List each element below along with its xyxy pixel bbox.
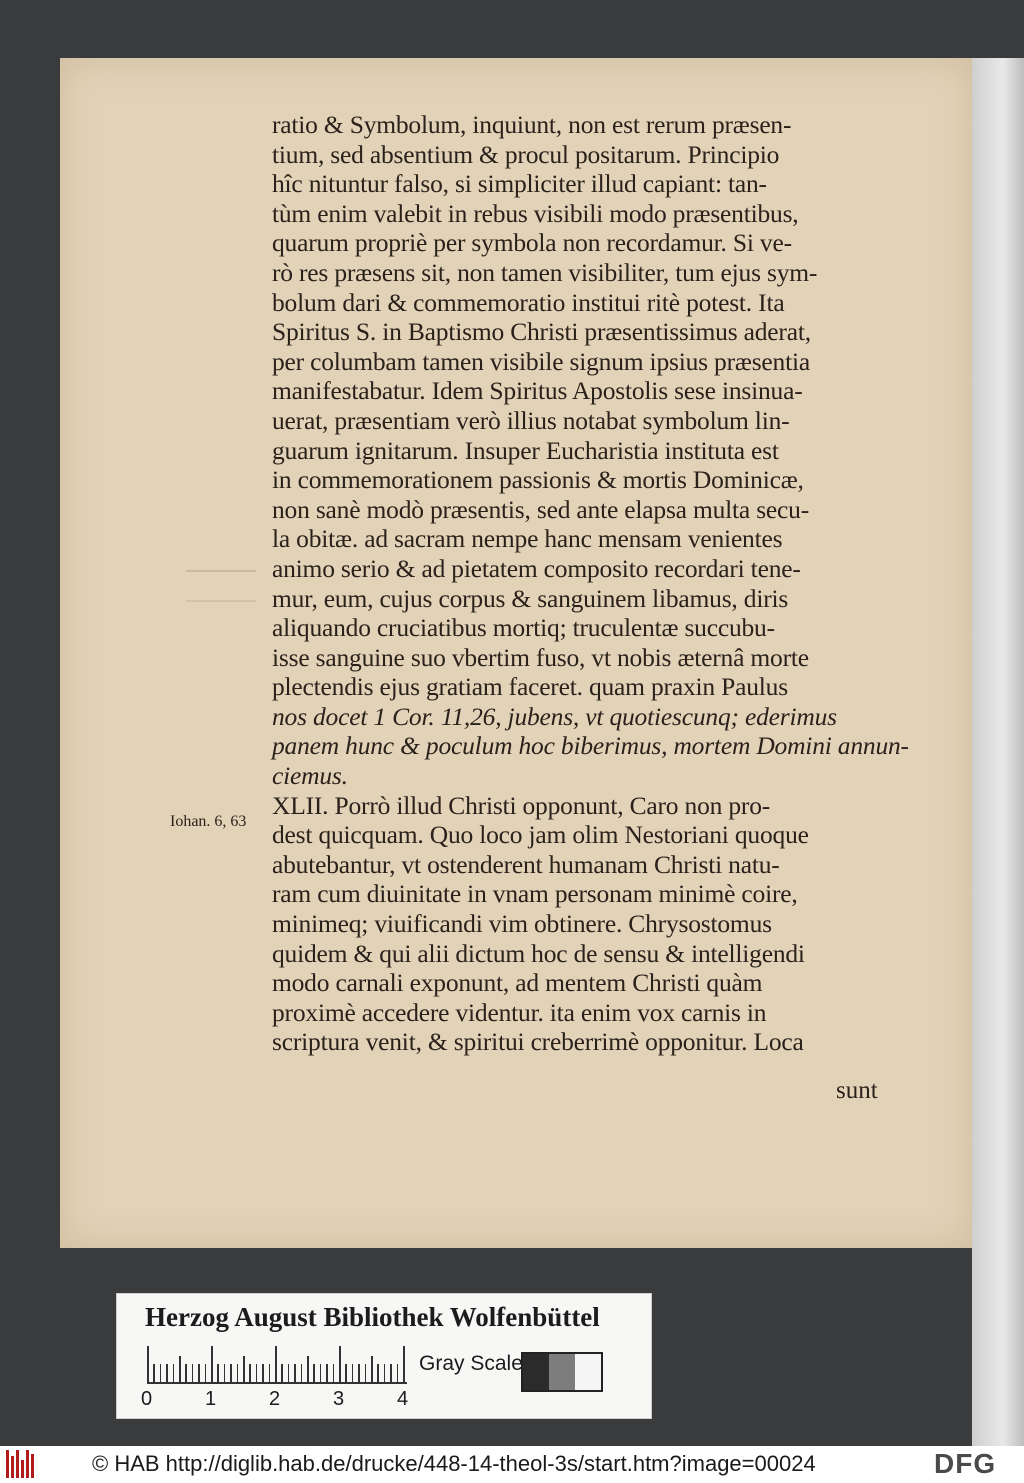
- ruler-tick: [217, 1364, 219, 1382]
- dfg-logo: DFG: [934, 1448, 997, 1479]
- footer-bar: [0, 1446, 1024, 1483]
- ruler-tick: [269, 1364, 271, 1382]
- ruler-number: 4: [397, 1388, 409, 1410]
- text-line: quidem & qui alii dictum hoc de sensu & intelligendi: [272, 938, 805, 968]
- ruler-tick: [403, 1346, 405, 1382]
- text-line: plectendis ejus gratiam faceret. quam praxin Paulus: [272, 672, 788, 702]
- ruler-tick: [320, 1364, 322, 1382]
- gray-swatch: [549, 1354, 575, 1390]
- text-line: non sanè modò præsentis, sed ante elapsa multa secu-: [272, 494, 810, 524]
- ruler-tick: [237, 1364, 239, 1382]
- ruler-tick: [352, 1364, 354, 1382]
- catchword: sunt: [836, 1077, 878, 1104]
- text-line: bolum dari & commemoratio institui ritè potest. Ita: [272, 287, 785, 317]
- text-line: aliquando cruciatibus mortiq; truculentæ succubu-: [272, 613, 775, 643]
- page-text: [272, 110, 912, 1057]
- marginal-note: Iohan. 6, 63: [170, 813, 247, 830]
- text-line: hîc nituntur falso, si simpliciter illud capiant: tan-: [272, 169, 767, 199]
- text-line: guarum ignitarum. Insuper Eucharistia instituta est: [272, 435, 779, 465]
- ruler-tick: [339, 1346, 341, 1382]
- page-edge: [972, 58, 1024, 1458]
- text-line: animo serio & ad pietatem composito recordari tene-: [272, 553, 801, 583]
- text-line: Spiritus S. in Baptismo Christi præsentissimus aderat,: [272, 317, 811, 347]
- text-line: modo carnali exponunt, ad mentem Christi quàm: [272, 968, 763, 998]
- ruler-tick: [275, 1346, 277, 1382]
- ruler-tick: [192, 1364, 194, 1382]
- text-line: scriptura venit, & spiritui creberrimè opponitur. Loca: [272, 1027, 804, 1057]
- gray-scale-swatches: [521, 1352, 603, 1392]
- footer-url[interactable]: © HAB http://diglib.hab.de/drucke/448-14-theol-3s/start.htm?image=00024: [92, 1451, 816, 1476]
- scale-ruler: [147, 1346, 407, 1384]
- ruler-number: 1: [205, 1388, 217, 1410]
- ruler-tick: [281, 1364, 283, 1382]
- ruler-tick: [288, 1364, 290, 1382]
- text-line: rò res præsens sit, non tamen visibiliter, tum ejus sym-: [272, 257, 818, 287]
- gray-swatch: [575, 1354, 601, 1390]
- ruler-tick: [198, 1364, 200, 1382]
- ruler-tick: [230, 1364, 232, 1382]
- ruler-tick: [384, 1364, 386, 1382]
- ruler-tick: [377, 1364, 379, 1382]
- ruler-tick: [333, 1364, 335, 1382]
- text-line: quarum propriè per symbola non recordamur. Si ve-: [272, 228, 792, 258]
- ruler-tick: [249, 1364, 251, 1382]
- text-line: la obitæ. ad sacram nempe hanc mensam venientes: [272, 524, 783, 554]
- gray-scale-label: Gray Scale: [419, 1352, 523, 1375]
- ruler-tick: [326, 1364, 328, 1382]
- ruler-tick: [307, 1356, 309, 1382]
- ruler-tick: [160, 1364, 162, 1382]
- text-line: proximè accedere videntur. ita enim vox carnis in: [272, 997, 767, 1027]
- text-line: ciemus.: [272, 761, 348, 791]
- ruler-tick: [294, 1364, 296, 1382]
- text-line: in commemorationem passionis & mortis Dominicæ,: [272, 465, 804, 495]
- ruler-tick: [179, 1356, 181, 1382]
- ruler-tick: [397, 1364, 399, 1382]
- ruler-number: 3: [333, 1388, 345, 1410]
- text-line: manifestabatur. Idem Spiritus Apostolis sese insinua-: [272, 376, 803, 406]
- gray-swatch: [523, 1354, 549, 1390]
- text-line: panem hunc & poculum hoc biberimus, mortem Domini annun-: [272, 731, 909, 761]
- ruler-tick: [147, 1346, 149, 1382]
- text-line: XLII. Porrò illud Christi opponunt, Caro non pro-: [272, 790, 771, 820]
- text-line: ram cum diuinitate in vnam personam minimè coire,: [272, 879, 798, 909]
- ruler-tick: [224, 1364, 226, 1382]
- ruler-tick: [301, 1364, 303, 1382]
- text-line: uerat, præsentiam verò illius notabat symbolum lin-: [272, 405, 790, 435]
- ruler-tick: [371, 1356, 373, 1382]
- text-line: tùm enim valebit in rebus visibili modo præsentibus,: [272, 198, 799, 228]
- ruler-number: 0: [141, 1388, 153, 1410]
- ruler-tick: [365, 1364, 367, 1382]
- ruler-tick: [173, 1364, 175, 1382]
- ruler-tick: [211, 1346, 213, 1382]
- ruler-tick: [185, 1364, 187, 1382]
- ruler-tick: [256, 1364, 258, 1382]
- text-line: nos docet 1 Cor. 11,26, jubens, vt quotiescunq; ederimus: [272, 701, 837, 731]
- ruler-tick: [166, 1364, 168, 1382]
- text-line: isse sanguine suo vbertim fuso, vt nobis æternâ morte: [272, 642, 809, 672]
- ruler-tick: [345, 1364, 347, 1382]
- ruler-tick: [313, 1364, 315, 1382]
- text-line: mur, eum, cujus corpus & sanguinem libamus, diris: [272, 583, 789, 613]
- library-label-card: [116, 1293, 652, 1419]
- text-line: dest quicquam. Quo loco jam olim Nestoriani quoque: [272, 820, 809, 850]
- ruler-tick: [358, 1364, 360, 1382]
- ruler-number: 2: [269, 1388, 281, 1410]
- faint-bleedthrough-mark: [186, 570, 256, 602]
- ruler-tick: [262, 1364, 264, 1382]
- text-line: ratio & Symbolum, inquiunt, non est rerum præsen-: [272, 110, 792, 139]
- ruler-tick: [390, 1364, 392, 1382]
- text-line: abutebantur, vt ostenderent humanam Christi natu-: [272, 849, 780, 879]
- hab-logo-icon: [6, 1450, 40, 1478]
- ruler-tick: [243, 1356, 245, 1382]
- library-title: Herzog August Bibliothek Wolfenbüttel: [145, 1302, 600, 1332]
- text-line: per columbam tamen visibile signum ipsius præsentia: [272, 346, 810, 376]
- text-line: minimeq; viuificandi vim obtinere. Chrysostomus: [272, 909, 772, 939]
- ruler-tick: [153, 1364, 155, 1382]
- text-line: tium, sed absentium & procul positarum. Principio: [272, 139, 780, 169]
- ruler-tick: [205, 1364, 207, 1382]
